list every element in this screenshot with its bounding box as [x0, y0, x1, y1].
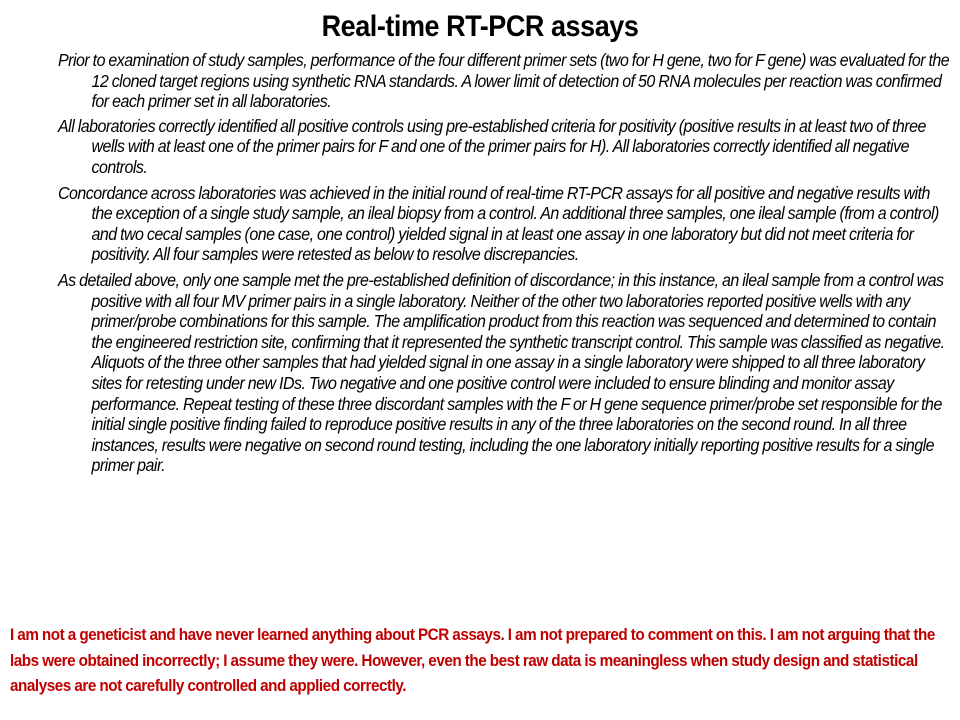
slide-body [58, 50, 950, 481]
paragraph-positive-controls: All laboratories correctly identified all positive controls using pre-established criteria for positivity (positive results in at least two of three wells with at least one of the primer pairs for F and one of the primer pairs for H). All laboratories correctly identified all negative controls. [58, 115, 926, 177]
paragraph-primer-evaluation: Prior to examination of study samples, performance of the four different primer sets (two for H gene, two for F gene) was evaluated for the 12 cloned target regions using synthetic RNA standards. A lower limit of detection of 50 RNA molecules per reaction was confirmed for each primer set in all laboratories. [58, 50, 950, 112]
paragraph-discordance-detail: As detailed above, only one sample met the pre-established definition of discordance; in this instance, an ileal sample from a control was positive with all four MV primer pairs in a single laboratory. Neither of the other two laboratories reported positive wells with any primer/probe combinations for this sample. The amplification product from this reaction was sequenced and determined to contain the engineered restriction site, confirming that it represented the synthetic transcript control. This sample was classified as negative. Aliquots of the three other samples that had yielded signal in one assay in a single laboratory were shipped to all three laboratory sites for retesting under new IDs. Two negative and one positive control were included to ensure blinding and monitor assay performance. Repeat testing of these three discordant samples with the F or H gene sequence primer/probe set responsible for the initial single positive finding failed to reproduce positive results in any of the three laboratories on the second round. In all three instances, results were negative on second round testing, including the one laboratory initially reporting positive results for a single primer pair. [58, 269, 945, 476]
slide-title: Real-time RT-PCR assays [321, 10, 639, 43]
paragraph-concordance: Concordance across laboratories was achieved in the initial round of real-time RT-PCR assays for all positive and negative results with the exception of a single study sample, an ileal biopsy from a control. An additional three samples, one ileal sample (from a control) and two cecal samples (one case, one control) yielded signal in at least one assay in one laboratory but did not meet criteria for positivity. All four samples were retested as below to resolve discrepancies. [58, 182, 939, 265]
commentary-note: I am not a geneticist and have never learned anything about PCR assays. I am not prepared to comment on this. I am not arguing that the labs were obtained incorrectly; I assume they were. However, even the best raw data is meaningless when study design and statistical analyses are not carefully controlled and applied correctly. [10, 625, 935, 695]
